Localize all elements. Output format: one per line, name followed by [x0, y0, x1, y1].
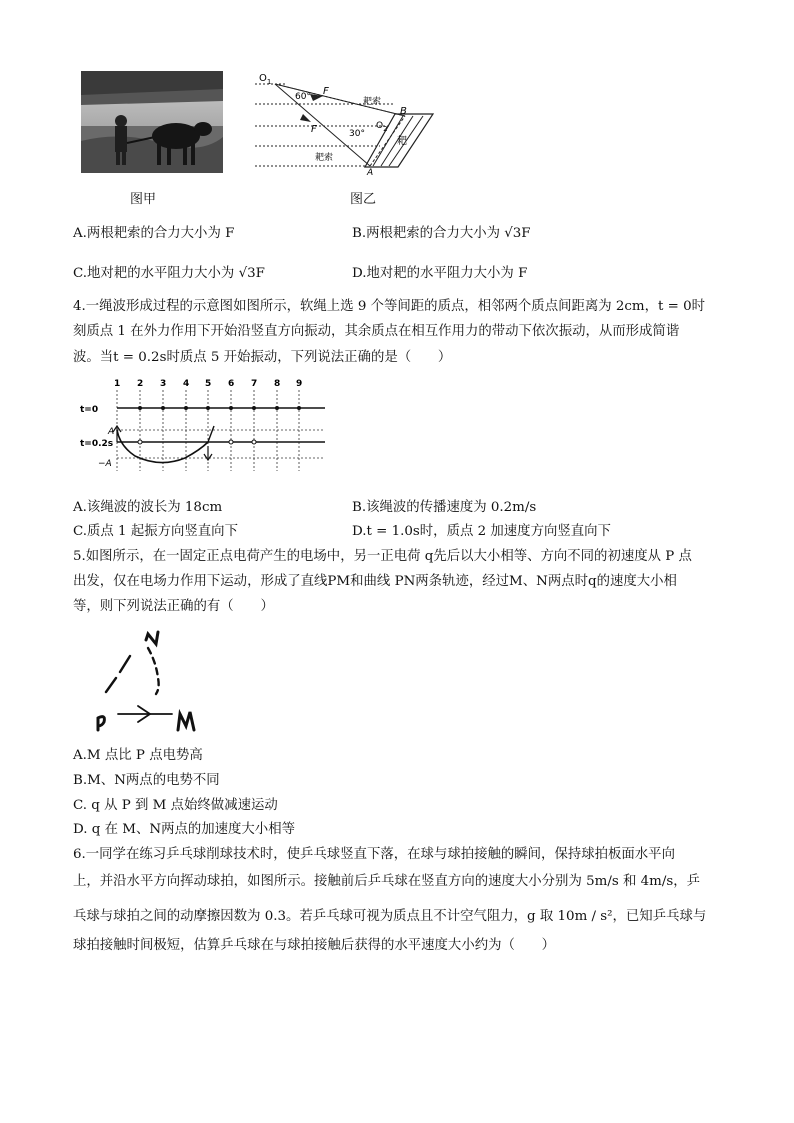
svg-text:6: 6: [228, 379, 235, 389]
rope-low-label: 耙索: [315, 153, 334, 163]
svg-text:5: 5: [205, 379, 212, 389]
q3-option-c: C.地对耙的水平阻力大小为 √3F: [73, 266, 265, 281]
q6-stem-line4: 球拍接触时间极短，估算乒乓球在与球拍接触后获得的水平速度大小约为（ ）: [73, 938, 556, 953]
force-F-low: F: [311, 124, 317, 135]
q4-stem-line1: 4.一绳波形成过程的示意图如图所示，软绳上选 9 个等间距的质点，相邻两个质点间距离为 2cm，t = 0时: [73, 299, 706, 314]
q4-stem-line2: 刻质点 1 在外力作用下开始沿竖直方向振动，其余质点在相互作用力的带动下依次振动，从而形成简谐: [73, 324, 680, 339]
point-numbers: [114, 379, 302, 389]
q6-stem-line3: 乓球与球拍之间的动摩擦因数为 0.3。若乒乓球可视为质点且不计空气阻力，g 取 10m / s²，已知乒乓球与: [73, 909, 707, 924]
label-t0: t=0: [80, 405, 99, 415]
q4-option-b: B.该绳波的传播速度为 0.2m/s: [352, 500, 537, 515]
q3-option-b: B.两根耙索的合力大小为 √3F: [352, 226, 531, 241]
svg-text:2: 2: [137, 379, 144, 389]
harrow-label: 耙: [397, 136, 407, 147]
point-A: A: [367, 168, 374, 176]
q4-option-a: A.该绳波的波长为 18cm: [73, 500, 223, 515]
q3-option-a: A.两根耙索的合力大小为 F: [73, 226, 235, 241]
handwritten-N: [146, 632, 158, 644]
handwritten-P: [98, 717, 104, 730]
q4-stem-line3: 波。当t = 0.2s时质点 5 开始振动，下列说法正确的是（ ）: [73, 350, 452, 365]
q5-option-c: C. q 从 P 到 M 点始终做减速运动: [73, 798, 278, 813]
q3-option-d: D.地对耙的水平阻力大小为 F: [352, 266, 528, 281]
q5-option-b: B.M、N两点的电势不同: [73, 773, 220, 788]
angle-60: 60°: [295, 92, 311, 102]
q4-option-c: C.质点 1 起振方向竖直向下: [73, 524, 238, 539]
svg-text:8: 8: [274, 379, 281, 389]
q6-stem-line2: 上，并沿水平方向挥动球拍，如图所示。接触前后乒乓球在竖直方向的速度大小分别为 5m/s 和 4m/s，乒: [73, 874, 700, 889]
q5-stem-line3: 等，则下列说法正确的有（ ）: [73, 599, 274, 614]
rope-top-label: 耙索: [363, 97, 382, 107]
label-A-pos: A: [108, 427, 115, 437]
caption-yi: 图乙: [350, 192, 377, 207]
force-F-top: F: [323, 86, 329, 97]
svg-text:7: 7: [251, 379, 258, 389]
svg-text:4: 4: [183, 379, 190, 389]
q5-stem-line1: 5.如图所示，在一固定正点电荷产生的电场中，另一正电荷 q先后以大小相等、方向不同的初速度从 P 点: [73, 549, 692, 564]
label-O1: $O_1$: [259, 73, 272, 86]
svg-text:3: 3: [160, 379, 167, 389]
label-O2: $O_2$: [376, 121, 388, 133]
handwritten-M: [178, 712, 194, 730]
point-B: B: [400, 106, 407, 117]
q5-stem-line2: 出发，仅在电场力作用下运动，形成了直线PM和曲线 PN两条轨迹，经过M、N两点时q的速度大小相: [73, 574, 677, 589]
wave-figure: [80, 376, 330, 488]
q5-option-d: D. q 在 M、N两点的加速度大小相等: [73, 822, 295, 837]
q5-option-a: A.M 点比 P 点电势高: [73, 748, 203, 763]
q6-stem-line1: 6.一同学在练习乒乓球削球技术时，使乒乓球竖直下落，在球与球拍接触的瞬间，保持球拍板面水平向: [73, 847, 675, 862]
photo-figure-jia: [81, 71, 223, 173]
diagram-figure-yi: [255, 64, 445, 176]
angle-30: 30°: [349, 129, 365, 139]
label-t02: t=0.2s: [80, 439, 114, 449]
label-A-neg: −A: [98, 459, 112, 469]
field-figure: [90, 622, 210, 732]
svg-text:1: 1: [114, 379, 121, 389]
svg-text:9: 9: [296, 379, 303, 389]
q4-option-d: D.t = 1.0s时，质点 2 加速度方向竖直向下: [352, 524, 611, 539]
caption-jia: 图甲: [130, 192, 157, 207]
